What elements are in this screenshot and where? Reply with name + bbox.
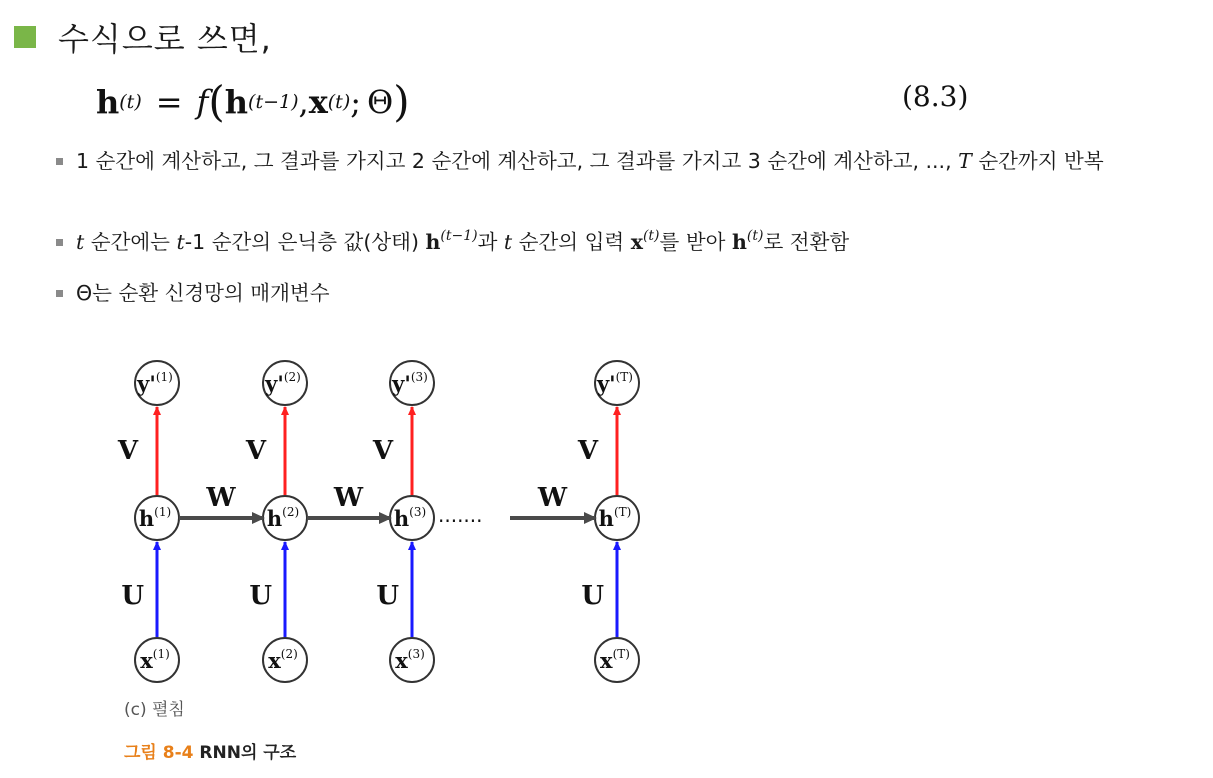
b2-text-e: 를 받아	[659, 230, 732, 254]
w-weight-label: W	[333, 483, 364, 513]
u-weight-label: U	[121, 581, 144, 611]
b2-h-sup: (t−1)	[440, 228, 478, 244]
u-weight-label: U	[581, 581, 604, 611]
b2-x-sup: (t)	[642, 228, 660, 244]
b2-text-d: 순간의 입력	[512, 230, 631, 254]
output-node-label: $y'^{(2)}$	[265, 370, 301, 396]
b2-text-b: -1 순간의 은닉층 값(상태)	[184, 230, 426, 254]
u-weight-label: U	[376, 581, 399, 611]
b2-x-var: x	[630, 230, 643, 254]
figure-title: RNN의 구조	[193, 743, 297, 763]
v-weight-label: V	[117, 436, 138, 466]
equation-number: (8.3)	[902, 80, 969, 113]
b2-h-var: h	[425, 230, 441, 254]
b2-var-t3: t	[503, 230, 513, 254]
equation: h (t) = f ( h (t−1) , x (t) ; Θ )	[96, 77, 410, 126]
eq-semicolon: ;	[350, 83, 362, 121]
output-node-label: $y'^{(3)}$	[392, 370, 428, 396]
b2-var-t2: t	[176, 230, 185, 254]
b2-var-t1: t	[76, 230, 85, 254]
figure-number: 그림 8-4	[124, 743, 194, 763]
eq-comma: ,	[298, 83, 309, 121]
v-weight-label: V	[577, 436, 598, 466]
b1-text-a: 1 순간에 계산하고, 그 결과를 가지고 2 순간에 계산하고, 그 결과를 가지고 3 순간에 계산하고, ...,	[76, 149, 959, 173]
heading-text: 수식으로 쓰면,	[58, 20, 272, 58]
b3-text: Θ는 순환 신경망의 매개변수	[76, 281, 330, 305]
figure-caption	[124, 738, 296, 763]
eq-func: f	[196, 83, 209, 121]
input-node-label: $x^{(1)}$	[140, 647, 170, 673]
v-weight-label: V	[372, 436, 393, 466]
w-weight-label: W	[206, 483, 236, 513]
ellipsis-dots: .......	[438, 503, 483, 527]
b2-text-f: 로 전환함	[763, 230, 850, 254]
b2-h2-sup: (t)	[746, 228, 764, 244]
hidden-node-label: $h^{(T)}$	[598, 505, 632, 531]
hidden-node-label: $h^{(1)}$	[138, 505, 172, 531]
hidden-node-label: $h^{(2)}$	[266, 505, 300, 531]
v-weight-label: V	[245, 436, 266, 466]
b1-text-b: 순간까지 반복	[971, 149, 1104, 173]
w-weight-label: W	[537, 483, 568, 513]
b2-text-a: 순간에는	[84, 230, 177, 254]
b1-var-T: T	[958, 149, 972, 173]
input-node-label: $x^{(3)}$	[395, 647, 425, 673]
eq-equals: =	[155, 83, 183, 121]
output-node-label: $y'^{(T)}$	[596, 370, 634, 396]
eq-theta: Θ	[367, 83, 394, 121]
eq-lhs-var: h	[96, 83, 120, 121]
output-node-label: $y'^{(1)}$	[137, 370, 173, 396]
input-node-label: $x^{(2)}$	[268, 647, 298, 673]
u-weight-label: U	[249, 581, 272, 611]
input-node-label: $x^{(T)}$	[600, 647, 630, 673]
eq-arg1-var: h	[224, 83, 249, 121]
b2-h2-var: h	[731, 230, 747, 254]
eq-arg2-var: x	[308, 83, 328, 121]
diagram-caption: (c) 펼침	[124, 700, 185, 720]
hidden-node-label: $h^{(3)}$	[393, 505, 427, 531]
b2-text-c: 과	[477, 230, 504, 254]
